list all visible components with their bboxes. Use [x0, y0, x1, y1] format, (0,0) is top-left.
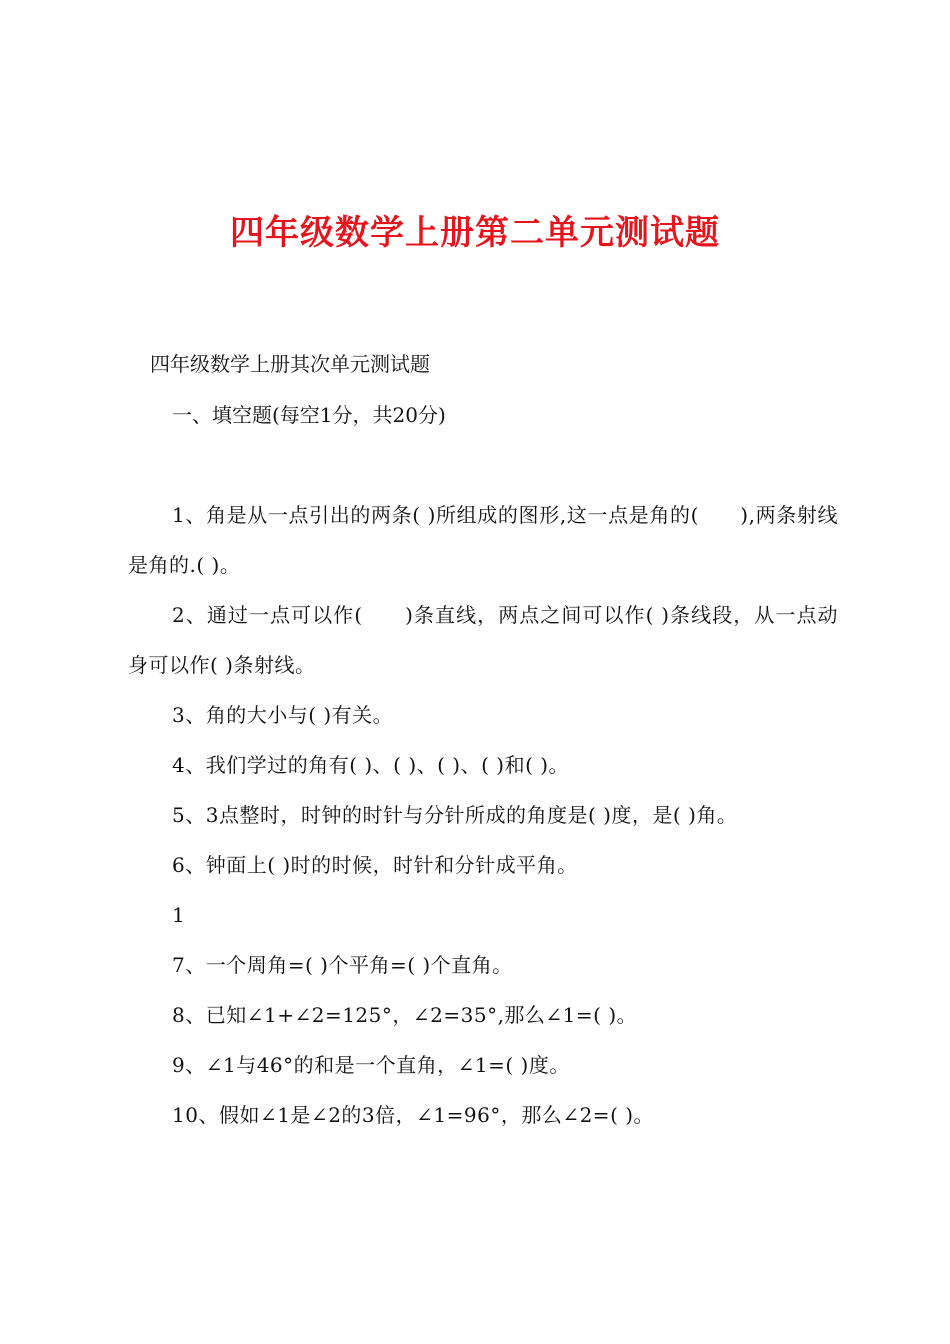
question-item: 2、通过一点可以作( )条直线，两点之间可以作( )条线段，从一点动身可以作( )条射线。 — [128, 603, 838, 677]
question-item: 10、假如∠1是∠2的3倍，∠1=96°，那么∠2=( )。 — [172, 1103, 655, 1127]
question-item: 7、一个周角=( )个平角=( )个直角。 — [172, 953, 513, 977]
question-item: 3、角的大小与( )有关。 — [172, 703, 394, 727]
page-number: 1 — [172, 903, 186, 927]
question-item: 8、已知∠1+∠2=125°，∠2=35°,那么∠1=( )。 — [172, 1003, 638, 1027]
question-item: 4、我们学过的角有( )、( )、( )、( )和( )。 — [172, 753, 570, 777]
question-item: 6、钟面上( )时的时候，时针和分针成平角。 — [172, 853, 578, 877]
document-title: 四年级数学上册第二单元测试题 — [230, 213, 720, 253]
document-subtitle: 四年级数学上册其次单元测试题 — [150, 352, 430, 376]
question-item: 9、∠1与46°的和是一个直角，∠1=( )度。 — [172, 1053, 570, 1077]
question-list — [128, 490, 838, 1140]
question-item: 5、3点整时，时钟的时针与分针所成的角度是( )度，是( )角。 — [172, 803, 738, 827]
section-heading: 一、填空题(每空1分，共20分) — [172, 403, 446, 427]
question-item: 1、角是从一点引出的两条( )所组成的图形,这一点是角的( ),两条射线是角的.( )。 — [128, 503, 838, 577]
